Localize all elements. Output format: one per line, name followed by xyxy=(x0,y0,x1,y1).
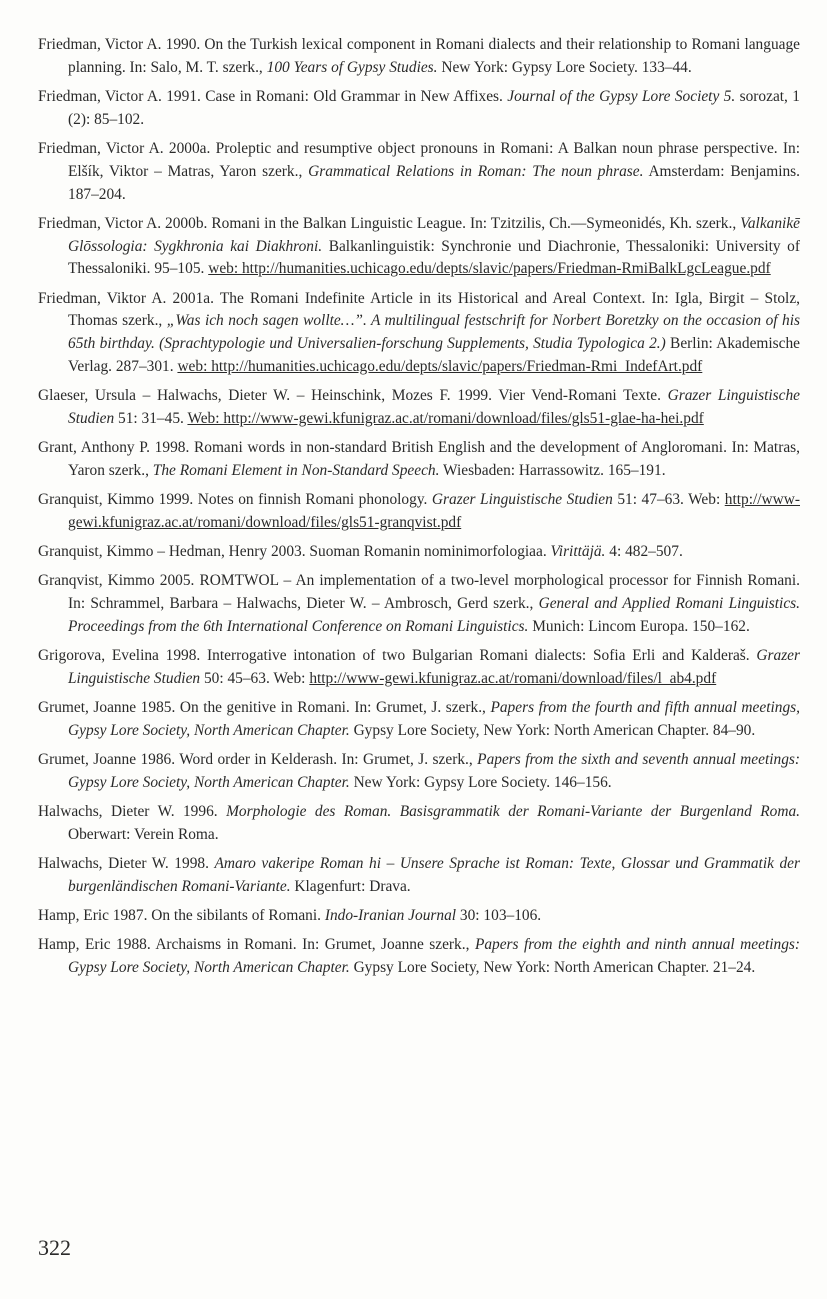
entry-text: Grumet, Joanne 1986. Word order in Kelderash. In: Grumet, J. szerk., xyxy=(38,751,478,768)
bibliography-list xyxy=(38,34,800,980)
entry-text: 51: 47–63. Web: xyxy=(612,491,725,509)
entry-text: Friedman, Victor A. 1991. Case in Romani: Old Grammar in New Affixes. xyxy=(38,87,508,105)
bibliography-entry xyxy=(38,34,800,80)
entry-title-italic: Amaro vakeripe Roman hi – Unsere Sprache ist Roman: Texte, Glossar und Grammatik der burgenländischen Romani-Variante. xyxy=(68,854,800,895)
bibliography-entry xyxy=(38,437,800,483)
bibliography-entry xyxy=(38,905,800,928)
entry-text: Granquist, Kimmo – Hedman, Henry 2003. Suoman Romanin nominimorfologiaa. xyxy=(38,543,551,561)
entry-text: New York: Gypsy Lore Society. 146–156. xyxy=(349,773,612,791)
entry-title-italic: „Was ich noch sagen wollte…”. A multilingual festschrift for Norbert Boretzky on the occasion of his 65th birthday. (Sprachtypologie und Universalien-forschung Supplements, Studia Typologica 2.) xyxy=(68,312,801,353)
entry-title-italic: Papers from the sixth and seventh annual meetings: Gypsy Lore Society, North American Chapter. xyxy=(68,751,800,791)
bibliography-entry xyxy=(38,697,800,743)
entry-text: Grigorova, Evelina 1998. Interrogative intonation of two Bulgarian Romani dialects: Sofia Erli and Kalderaš. xyxy=(38,647,757,665)
entry-text: Wiesbaden: Harrassowitz. 165–191. xyxy=(439,461,666,479)
entry-url-link[interactable]: web: http://humanities.uchicago.edu/depts/slavic/papers/Friedman-RmiBalkLgcLeague.pdf xyxy=(208,260,771,278)
entry-text: Friedman, Victor A. 2000b. Romani in the Balkan Linguistic League. In: Tzitzilis, Ch.—Symeonidés, Kh. szerk., xyxy=(38,214,741,232)
bibliography-entry xyxy=(38,288,800,379)
entry-text: 4: 482–507. xyxy=(605,543,683,561)
entry-text: New York: Gypsy Lore Society. 133–44. xyxy=(437,58,692,76)
entry-url-link[interactable]: http://www-gewi.kfunigraz.ac.at/romani/download/files/l_ab4.pdf xyxy=(309,669,717,687)
entry-title-italic: Indo-Iranian Journal xyxy=(324,906,457,924)
entry-url-link[interactable]: web: http://humanities.uchicago.edu/depts/slavic/papers/Friedman-Rmi_IndefArt.pdf xyxy=(177,357,703,375)
entry-title-italic: Papers from the eighth and ninth annual meetings: Gypsy Lore Society, North American Chapter. xyxy=(68,936,800,976)
entry-text: Gypsy Lore Society, New York: North American Chapter. 84–90. xyxy=(349,721,756,739)
entry-text: sorozat, 1 (2): 85–102. xyxy=(68,87,800,128)
entry-text: 51: 31–45. xyxy=(114,409,188,427)
entry-title-italic: Grazer Linguistische Studien xyxy=(68,387,800,427)
bibliography-entry xyxy=(38,138,800,206)
bibliography-entry xyxy=(38,541,800,564)
entry-text: Gypsy Lore Society, New York: North American Chapter. 21–24. xyxy=(349,958,756,976)
entry-text: Balkanlinguistik: Synchronie und Diachronie, Thessaloniki: University of Thessaloniki. 95–105. xyxy=(68,237,800,278)
entry-title-italic: 100 Years of Gypsy Studies. xyxy=(266,58,438,76)
bibliography-entry xyxy=(38,489,800,535)
bibliography-entry xyxy=(38,934,800,980)
bibliography-entry xyxy=(38,853,800,899)
entry-title-italic: Grazer Linguistische Studien xyxy=(68,647,800,687)
entry-url-link[interactable]: http://www-gewi.kfunigraz.ac.at/romani/download/files/gls51-granqvist.pdf xyxy=(68,491,800,531)
entry-title-italic: Valkanikē Glōssologia: Sygkhronia kai Diakhroni. xyxy=(68,214,800,255)
bibliography-entry xyxy=(38,645,800,691)
entry-text: Friedman, Victor A. 1990. On the Turkish lexical component in Romani dialects and their relationship to Romani language planning. In: Salo, M. T. szerk., xyxy=(38,36,800,76)
entry-text: Halwachs, Dieter W. 1998. xyxy=(38,854,215,872)
bibliography-entry xyxy=(38,801,800,847)
entry-text: Grant, Anthony P. 1998. Romani words in non-standard British English and the development of Angloromani. In: Matras, Yaron szerk., xyxy=(38,439,800,479)
bibliography-entry xyxy=(38,385,800,431)
entry-text: Granqvist, Kimmo 2005. ROMTWOL – An implementation of a two-level morphological processor for Finnish Romani. In: Schrammel, Barbara – Halwachs, Dieter W. – Ambrosch, Gerd szerk., xyxy=(38,572,800,613)
bibliography-entry xyxy=(38,570,800,638)
entry-title-italic: Grammatical Relations in Roman: The noun phrase. xyxy=(308,162,644,180)
entry-text: 50: 45–63. Web: xyxy=(200,669,310,687)
entry-text: Munich: Lincom Europa. 150–162. xyxy=(528,617,750,635)
bibliography-entry xyxy=(38,213,800,281)
entry-text: Amsterdam: Benjamins. 187–204. xyxy=(68,162,801,203)
entry-text: Hamp, Eric 1988. Archaisms in Romani. In: Grumet, Joanne szerk., xyxy=(38,936,475,954)
entry-text: Granquist, Kimmo 1999. Notes on finnish Romani phonology. xyxy=(38,491,432,509)
entry-title-italic: Morphologie des Roman. Basisgrammatik der Romani-Variante der Burgenland Roma. xyxy=(226,802,800,820)
entry-title-italic: The Romani Element in Non-Standard Speech. xyxy=(152,461,440,479)
entry-text: Friedman, Victor A. 2000a. Proleptic and resumptive object pronouns in Romani: A Balkan noun phrase perspective. In: Elšík, Viktor – Matras, Yaron szerk., xyxy=(38,139,800,180)
entry-text: Friedman, Viktor A. 2001a. The Romani Indefinite Article in its Historical and Areal Context. In: Igla, Birgit – Stolz, Thomas szerk., xyxy=(38,289,800,330)
entry-text: 30: 103–106. xyxy=(456,906,542,924)
bibliography-entry xyxy=(38,749,800,795)
entry-text: Grumet, Joanne 1985. On the genitive in Romani. In: Grumet, J. szerk., xyxy=(38,699,491,717)
entry-url-link[interactable]: Web: http://www-gewi.kfunigraz.ac.at/romani/download/files/gls51-glae-ha-hei.pdf xyxy=(187,409,704,427)
entry-title-italic: General and Applied Romani Linguistics. Proceedings from the 6th International Conference on Romani Linguistics. xyxy=(68,595,800,635)
entry-text: Oberwart: Verein Roma. xyxy=(68,825,219,843)
entry-title-italic: Papers from the fourth and fifth annual meetings, Gypsy Lore Society, North American Chapter. xyxy=(68,699,800,739)
entry-text: Klagenfurt: Drava. xyxy=(290,877,411,895)
entry-title-italic: Grazer Linguistische Studien xyxy=(431,491,613,509)
entry-title-italic: Virittäjä. xyxy=(550,543,606,561)
page-number: 322 xyxy=(38,1235,71,1260)
entry-text: Halwachs, Dieter W. 1996. xyxy=(38,802,227,820)
entry-text: Glaeser, Ursula – Halwachs, Dieter W. – Heinschink, Mozes F. 1999. Vier Vend-Romani Texte. xyxy=(38,387,668,405)
entry-title-italic: Journal of the Gypsy Lore Society 5. xyxy=(507,87,736,105)
entry-text: Berlin: Akademische Verlag. 287–301. xyxy=(68,335,800,375)
entry-text: Hamp, Eric 1987. On the sibilants of Romani. xyxy=(38,906,325,924)
bibliography-entry xyxy=(38,86,800,132)
